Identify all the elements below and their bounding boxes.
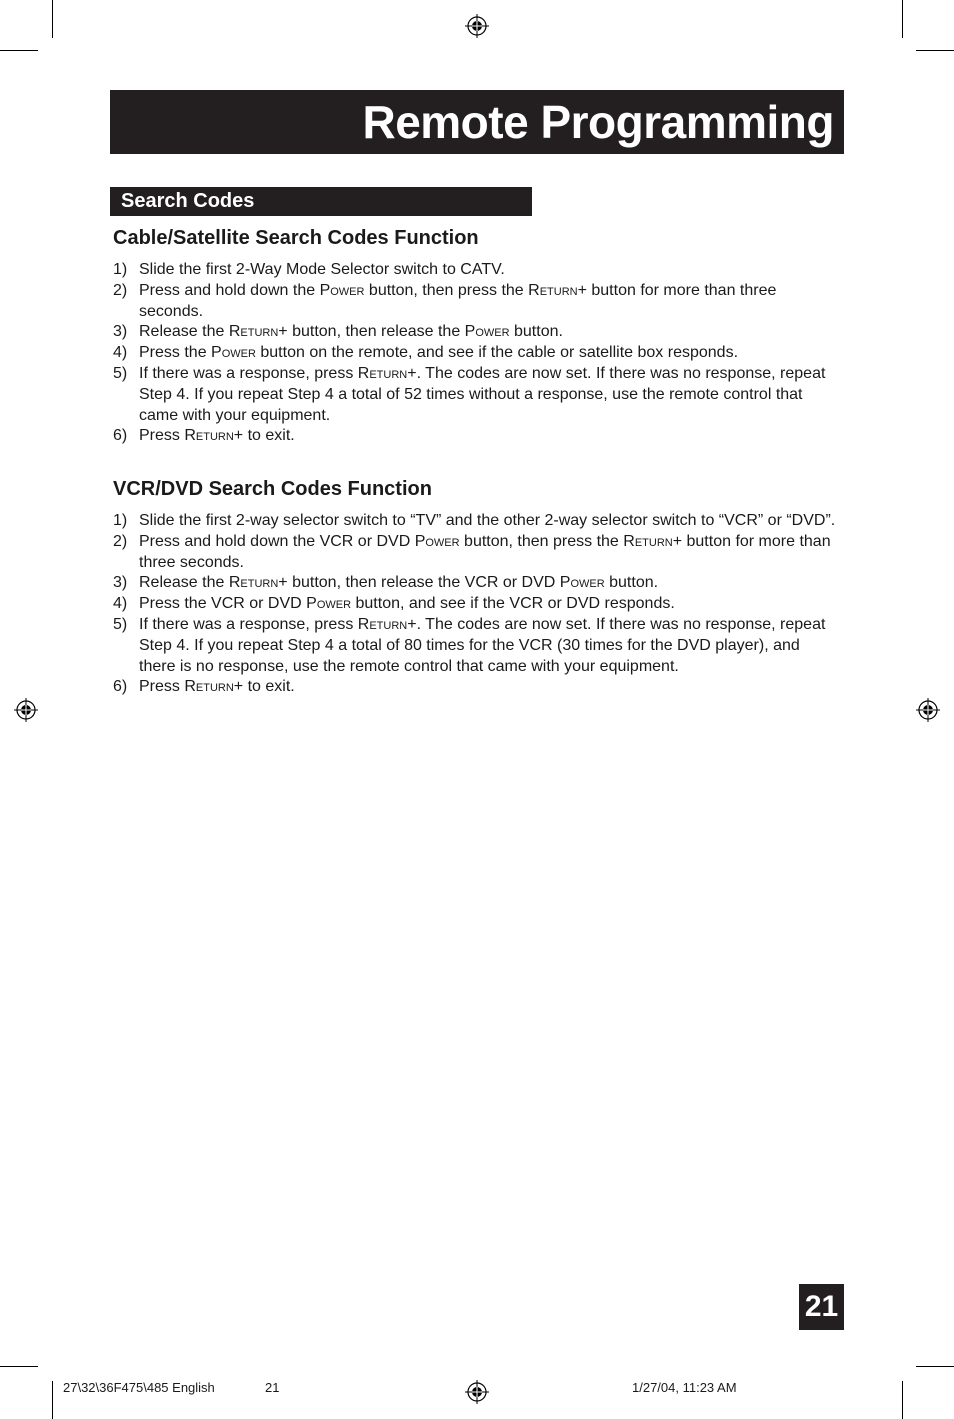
step-text: + to exit.: [233, 678, 295, 696]
step-text: Release the: [139, 323, 229, 341]
step-text: button, and see if the VCR or DVD responds.: [351, 595, 675, 613]
page-number: 21: [799, 1284, 844, 1330]
step-number: 2): [113, 532, 128, 550]
step-number: 3): [113, 323, 128, 341]
step-text: Press the: [139, 344, 212, 362]
crop-mark: [0, 50, 38, 51]
step-number: 1): [113, 261, 128, 278]
button-name: Return: [184, 678, 234, 696]
button-name: Power: [559, 574, 605, 592]
step-item: [113, 260, 839, 281]
registration-mark-icon: [465, 1380, 489, 1404]
step-text: + button, then release the VCR or DVD: [278, 574, 560, 592]
step-text: Press: [139, 427, 185, 445]
button-name: Return: [357, 364, 408, 382]
step-text: Press the VCR or DVD: [139, 595, 307, 613]
cable-heading: Cable/Satellite Search Codes Function: [113, 227, 479, 249]
step-item: [113, 594, 839, 615]
step-number: 5): [113, 615, 128, 633]
step-number: 1): [113, 512, 128, 529]
step-text: button, then press the: [459, 532, 624, 550]
step-item: [113, 364, 839, 426]
page-title: Remote Programming: [110, 90, 844, 154]
step-number: 3): [113, 574, 128, 592]
step-number: 2): [113, 281, 128, 299]
crop-mark: [916, 50, 954, 51]
step-text: button.: [509, 323, 563, 341]
vcr-heading: VCR/DVD Search Codes Function: [113, 478, 432, 500]
step-text: If there was a response, press: [139, 615, 358, 633]
footer-page: 21: [265, 1380, 280, 1395]
step-item: [113, 532, 839, 574]
button-name: Power: [464, 323, 510, 341]
button-name: Return: [357, 615, 408, 633]
step-text: Slide the first 2-Way Mode Selector switch to CATV.: [139, 261, 505, 278]
step-text: button, then press the: [364, 281, 529, 299]
step-item: [113, 343, 839, 364]
crop-mark: [52, 0, 53, 38]
step-number: 6): [113, 427, 128, 445]
crop-mark: [52, 1381, 53, 1419]
crop-mark: [902, 0, 903, 38]
registration-mark-icon: [465, 14, 489, 38]
step-text: Slide the first 2-way selector switch to “TV” and the other 2-way selector switch to “VCR” or “DVD”.: [139, 512, 836, 529]
step-text: Press and hold down the: [139, 281, 320, 299]
step-text: +. The codes are now set. If there was no response, repeat Step 4. If you repeat Step 4 a total of 52 times without a response, use the remote control that came with your equipment.: [139, 364, 826, 424]
step-text: button on the remote, and see if the cable or satellite box responds.: [255, 344, 739, 362]
step-item: [113, 281, 839, 323]
step-item: [113, 677, 839, 698]
step-text: +. The codes are now set. If there was no response, repeat Step 4. If you repeat Step 4 a total of 80 times for the VCR (30 times for the DVD player), and there is no response, use the remote control that came with your equipment.: [139, 615, 826, 675]
crop-mark: [0, 1366, 38, 1367]
step-number: 5): [113, 364, 128, 382]
step-text: button.: [604, 574, 659, 592]
crop-mark: [902, 1381, 903, 1419]
button-name: Return: [228, 323, 279, 341]
step-item: [113, 322, 839, 343]
step-item: [113, 615, 839, 677]
button-name: Return: [623, 532, 673, 550]
button-name: Power: [211, 344, 256, 362]
vcr-steps-list: [113, 511, 839, 698]
step-text: Press: [139, 678, 185, 696]
step-text: + button, then release the: [278, 323, 465, 341]
button-name: Power: [414, 532, 460, 550]
button-name: Power: [319, 281, 365, 299]
button-name: Return: [184, 427, 234, 445]
button-name: Power: [306, 595, 352, 613]
crop-mark: [916, 1366, 954, 1367]
step-number: 4): [113, 595, 128, 613]
registration-mark-icon: [14, 698, 38, 722]
step-item: [113, 426, 839, 447]
step-number: 4): [113, 344, 128, 362]
step-text: + button for more than three seconds.: [139, 281, 777, 320]
step-text: Press and hold down the VCR or DVD: [139, 532, 415, 550]
cable-steps-list: [113, 260, 839, 447]
step-text: + to exit.: [233, 427, 295, 445]
footer-file: 27\32\36F475\485 English: [63, 1380, 215, 1395]
step-text: + button for more than three seconds.: [139, 532, 831, 571]
step-item: [113, 511, 839, 532]
button-name: Return: [528, 281, 578, 299]
step-item: [113, 573, 839, 594]
step-text: If there was a response, press: [139, 364, 358, 382]
button-name: Return: [228, 574, 279, 592]
step-number: 6): [113, 678, 128, 696]
section-heading: Search Codes: [110, 187, 532, 216]
step-text: Release the: [139, 574, 229, 592]
registration-mark-icon: [916, 698, 940, 722]
footer-timestamp: 1/27/04, 11:23 AM: [632, 1380, 737, 1395]
